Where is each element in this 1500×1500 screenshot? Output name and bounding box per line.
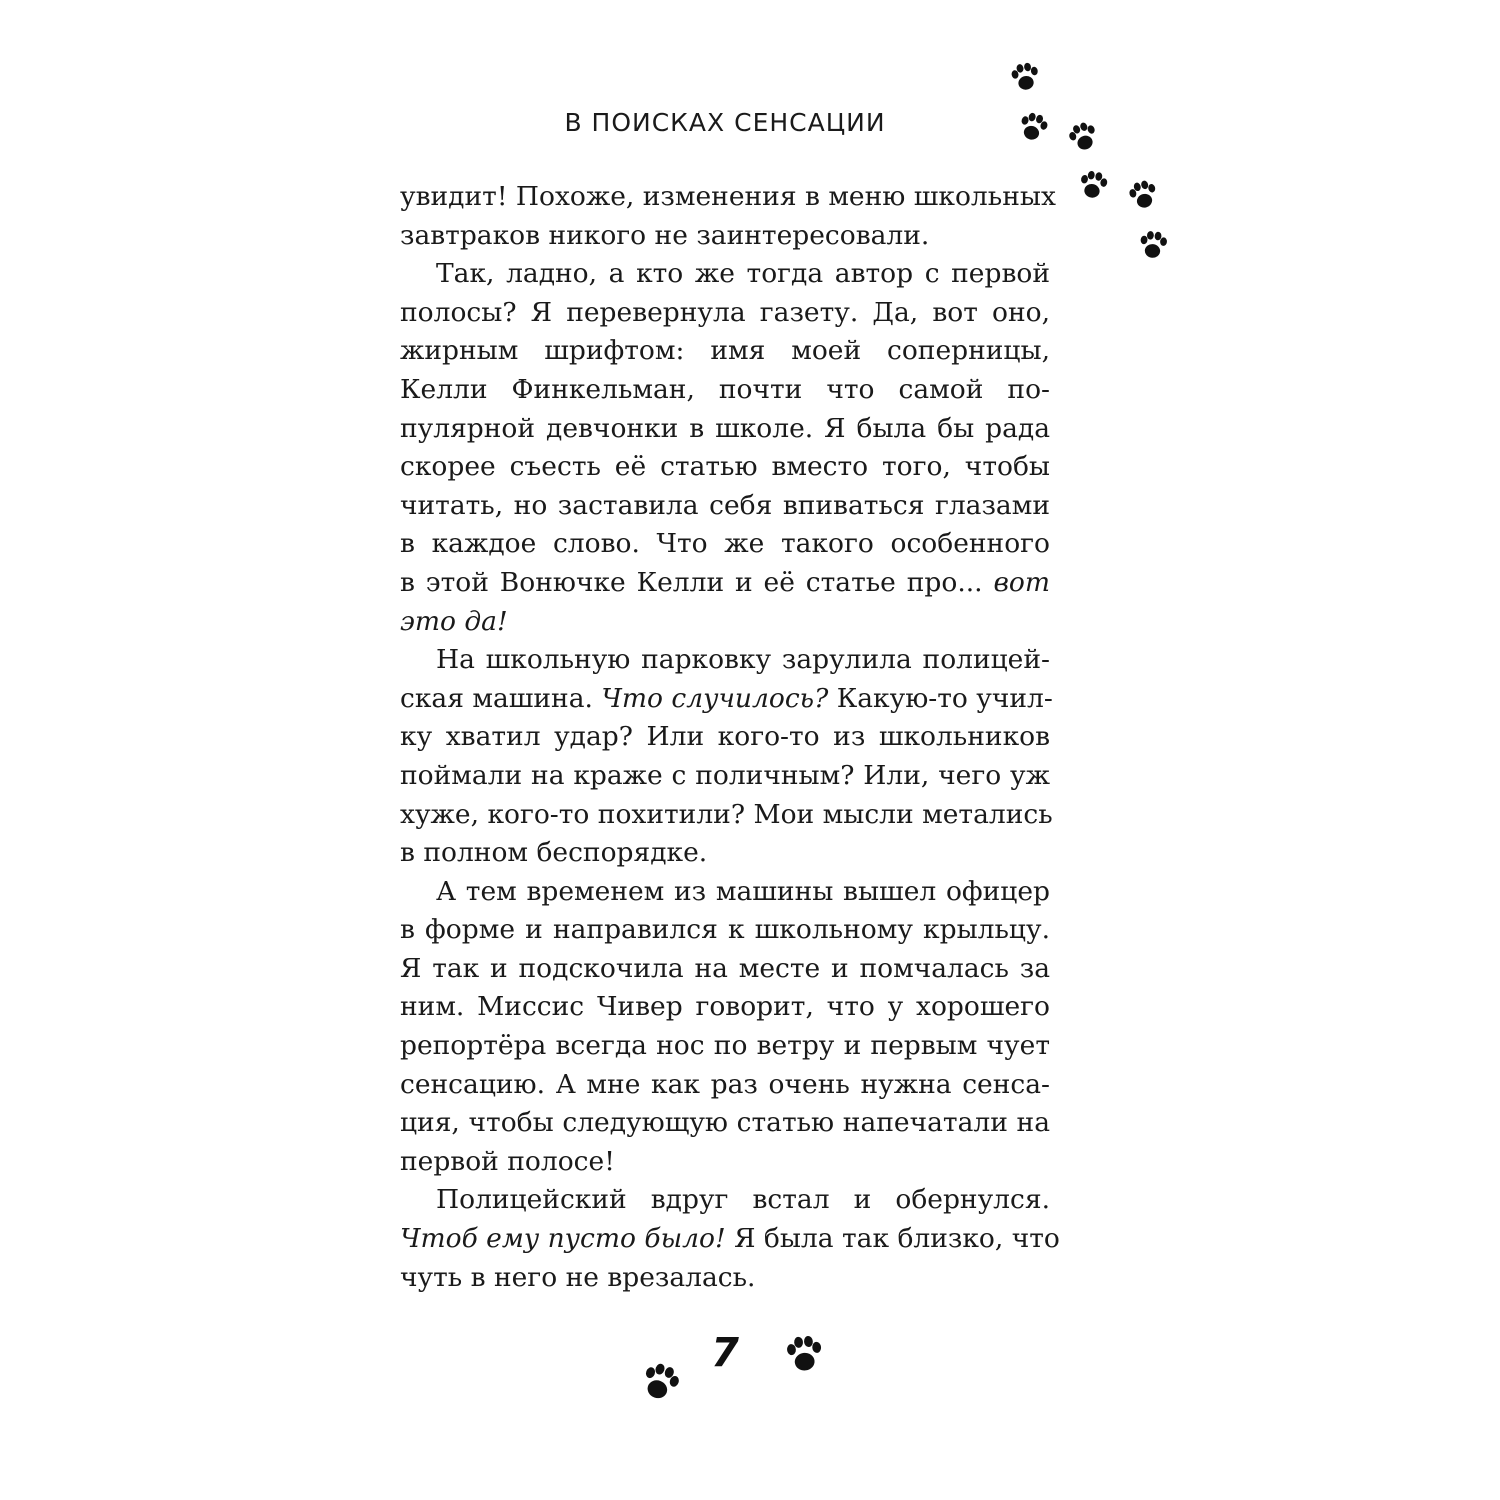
text-line: Келли Финкельман, почти что самой по- <box>400 373 1050 405</box>
text-line <box>400 603 1050 642</box>
text-line: На школьную парковку зарулила полицей- <box>436 644 1050 676</box>
paw-print-icon <box>1122 174 1164 216</box>
paw-print-icon <box>780 1330 828 1378</box>
paw-print-icon <box>1073 165 1112 204</box>
text-line: А тем временем из машины вышел офицер <box>436 875 1050 907</box>
text-line: читать, но заставила себя впиваться глазами <box>400 489 1050 521</box>
text-line: в форме и направился к школьному крыльцу. <box>400 914 1050 946</box>
paw-print-icon <box>1012 106 1054 148</box>
text-line: завтраков никого не заинтересовали. <box>400 219 930 251</box>
paw-print-icon <box>632 1354 688 1410</box>
text-line: в каждое слово. Что же такого особенного <box>400 528 1050 560</box>
text-line: Полицейский вдруг встал и обернулся. <box>436 1184 1050 1216</box>
text-run: в этой Вонючке Келли и её статье про... <box>400 566 994 598</box>
text-line: жирным шрифтом: имя моей соперницы, <box>400 335 1050 367</box>
text-line: полосы? Я перевернула газету. Да, вот оно, <box>400 296 1050 328</box>
text-line: репортёра всегда нос по ветру и первым чует <box>400 1030 1050 1062</box>
text-line: увидит! Похоже, изменения в меню школьных <box>400 181 1056 212</box>
text-line: ция, чтобы следующую статью напечатали на <box>400 1107 1050 1139</box>
italic-text: Чтоб ему пусто было! <box>400 1223 726 1255</box>
running-header: В ПОИСКАХ СЕНСАЦИИ <box>564 108 886 137</box>
text-line: чуть в него не врезалась. <box>400 1261 756 1293</box>
text-line: Так, ладно, а кто же тогда автор с первой <box>436 258 1050 290</box>
page-number: 7 <box>711 1330 739 1376</box>
text-line: сенсацию. А мне как раз очень нужна сенса- <box>400 1068 1050 1100</box>
text-line: ним. Миссис Чивер говорит, что у хорошего <box>400 991 1050 1023</box>
text-line: ку хватил удар? Или кого-то из школьников <box>400 721 1050 753</box>
text-line: поймали на краже с поличным? Или, чего уж <box>400 759 1050 791</box>
text-line: Я так и подскочила на месте и помчалась за <box>400 952 1050 984</box>
text-line <box>400 564 1050 603</box>
text-line: в полном беспорядке. <box>400 837 708 869</box>
italic-text: вот <box>993 566 1050 598</box>
text-line: скорее съесть её статью вместо того, чтобы <box>400 451 1050 483</box>
text-run: Какую-то учил- <box>828 682 1053 714</box>
italic-text: это да! <box>400 605 508 637</box>
italic-text: Что случилось? <box>601 682 829 714</box>
text-run: Я была так близко, что <box>725 1223 1060 1255</box>
paw-print-icon <box>1135 227 1172 264</box>
body-text <box>400 178 1060 1297</box>
text-line: пулярной девчонки в школе. Я была бы рада <box>400 412 1050 444</box>
text-line: хуже, кого-то похитили? Мои мысли метались <box>400 798 1053 830</box>
paw-print-icon <box>1005 57 1044 96</box>
text-line <box>400 680 1053 719</box>
text-line <box>400 1220 1060 1259</box>
text-line: первой полосе! <box>400 1145 615 1177</box>
text-run: ская машина. <box>400 682 602 714</box>
